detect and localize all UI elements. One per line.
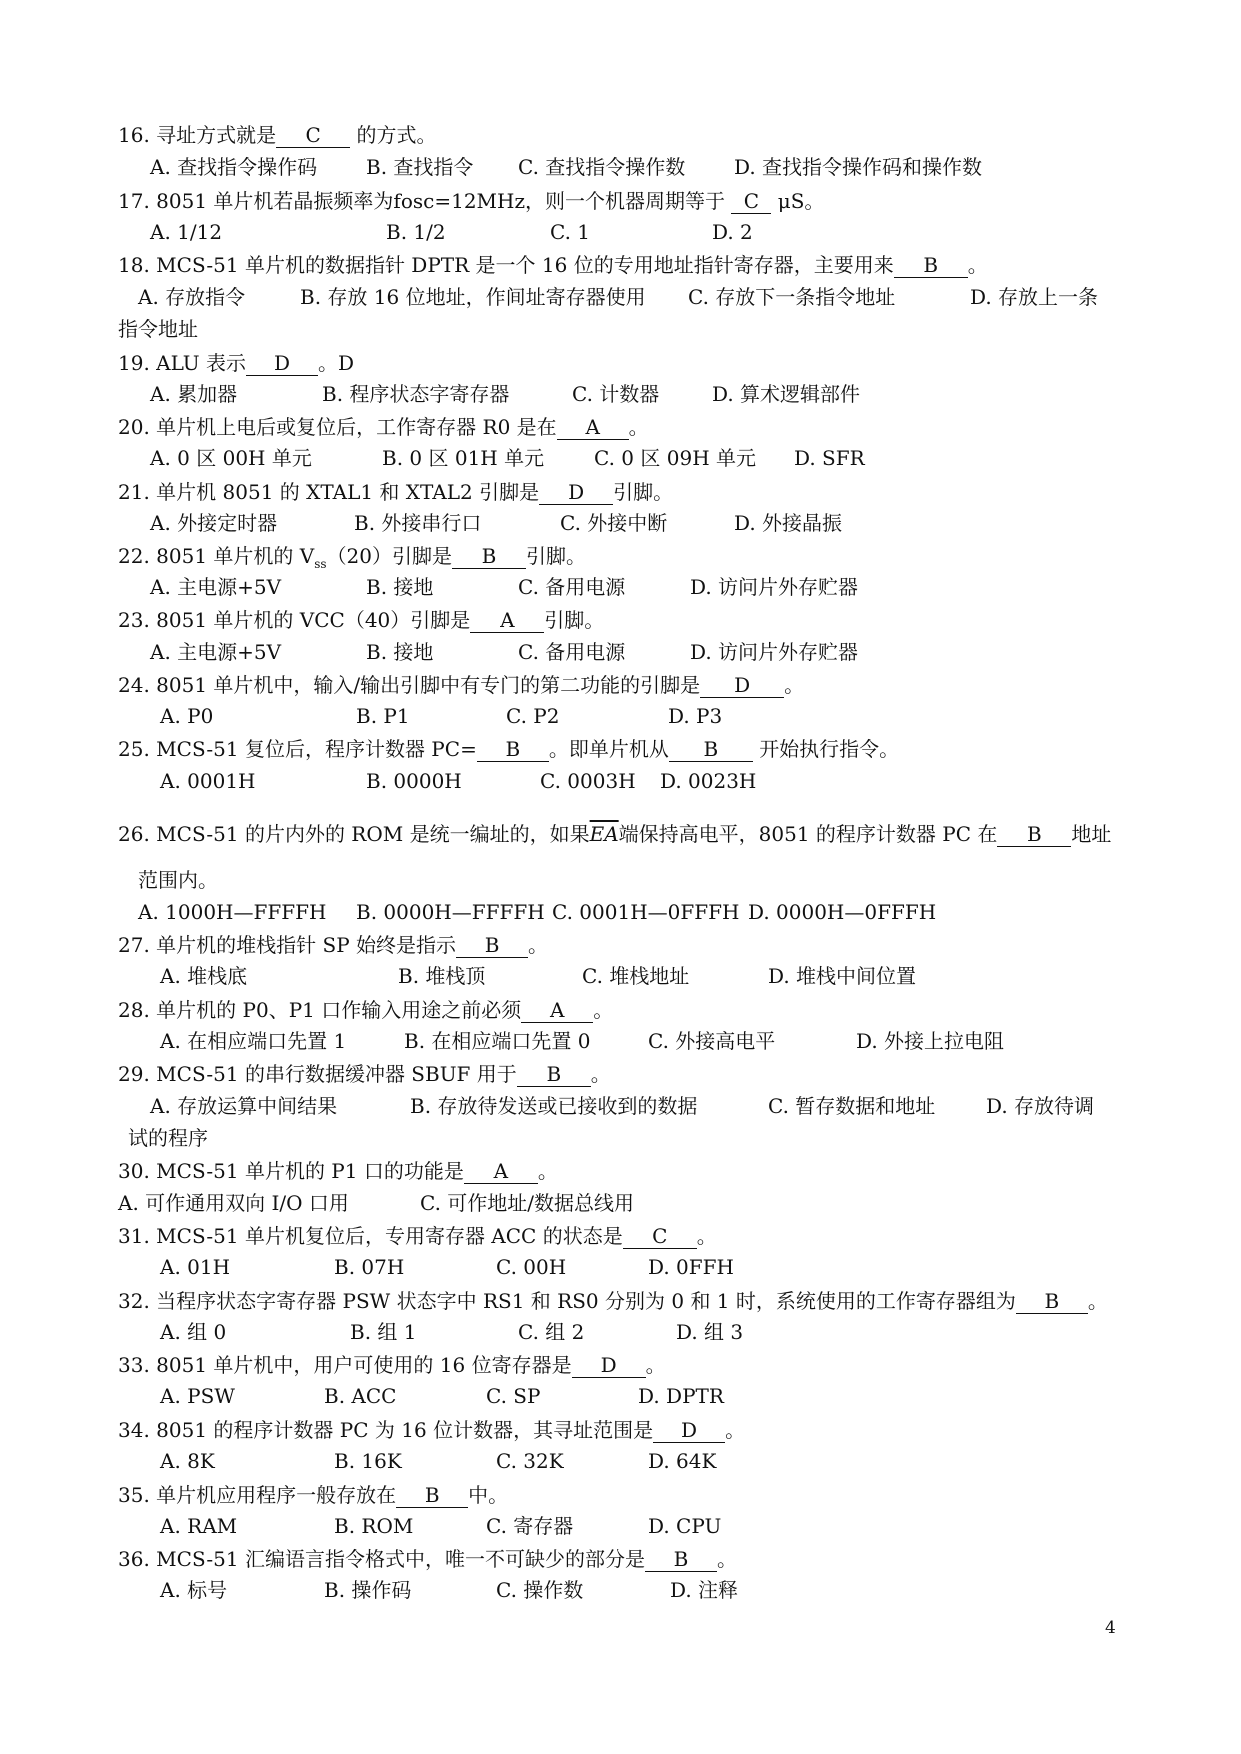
answer-blank: B [645, 1548, 717, 1572]
question-number: 26. [118, 822, 150, 846]
question-29-stem: 29. MCS-51 的串行数据缓冲器 SBUF 用于 B 。 [118, 1062, 611, 1086]
option-b: B. 堆栈顶 [398, 964, 486, 988]
question-21-stem: 21. 单片机 8051 的 XTAL1 和 XTAL2 引脚是 D 引脚。 [118, 480, 674, 504]
option-a: A. 0001H [160, 769, 256, 793]
answer-blank: C [276, 124, 350, 148]
question-number: 34. [118, 1418, 150, 1442]
question-number: 30. [118, 1159, 150, 1183]
option-a: A. 组 0 [160, 1320, 227, 1344]
option-c: C. 可作地址/数据总线用 [420, 1191, 635, 1215]
option-d: D. 外接上拉电阻 [856, 1029, 1005, 1053]
answer-blank: A [557, 416, 629, 440]
option-c: C. 0001H—0FFFH [552, 900, 740, 924]
option-a: A. PSW [160, 1384, 235, 1408]
option-a: A. 8K [160, 1449, 215, 1473]
option-b: B. P1 [356, 704, 410, 728]
option-c: C. 堆栈地址 [582, 964, 690, 988]
question-26-continuation: 范围内。 [138, 868, 218, 892]
answer-blank: B [997, 823, 1071, 847]
question-25-stem: 25. MCS-51 复位后，程序计数器 PC= B 。即单片机从 B 开始执行指令。 [118, 737, 900, 761]
option-a: A. 主电源+5V [150, 575, 282, 599]
option-b: B. ROM [334, 1514, 414, 1538]
answer-blank: B [1016, 1290, 1088, 1314]
option-d-continuation: 指令地址 [118, 317, 198, 341]
question-number: 31. [118, 1224, 150, 1248]
option-c: C. 计数器 [572, 382, 660, 406]
option-d: D. CPU [648, 1514, 722, 1538]
answer-blank: A [464, 1160, 538, 1184]
option-c: C. 查找指令操作数 [518, 155, 686, 179]
question-22-stem: 22. 8051 单片机的 $V_{ss}(20)$引脚是 B 引脚。 [118, 544, 587, 571]
option-a: A. 存放运算中间结果 [150, 1094, 338, 1118]
question-number: 27. [118, 933, 150, 957]
question-17-stem: 17. 8051 单片机若晶振频率为fosc=12MHz，则一个机器周期等于 C μS。 [118, 189, 825, 213]
question-number: 32. [118, 1289, 150, 1313]
option-d: D. 堆栈中间位置 [768, 964, 917, 988]
option-c: C. 00H [496, 1255, 567, 1279]
question-number: 21. [118, 480, 150, 504]
question-number: 19. [118, 351, 150, 375]
question-number: 25. [118, 737, 150, 761]
question-28-stem: 28. 单片机的 P0、P1 口作输入用途之前必须 A 。 [118, 998, 614, 1022]
question-number: 22. [118, 544, 150, 568]
question-31-stem: 31. MCS-51 单片机复位后，专用寄存器 ACC 的状态是 C 。 [118, 1224, 717, 1248]
question-32-stem: 32. 当程序状态字寄存器 PSW 状态字中 RS1 和 RS0 分别为 0 和 1 时，系统使用的工作寄存器组为 B 。 [118, 1289, 1108, 1313]
question-23-stem: 23. 8051 单片机的 VCC（40）引脚是 A 引脚。 [118, 608, 605, 632]
question-number: 35. [118, 1483, 150, 1507]
question-20-stem: 20. 单片机上电后或复位后，工作寄存器 R0 是在 A 。 [118, 415, 649, 439]
option-b: B. ACC [324, 1384, 397, 1408]
option-d-continuation: 试的程序 [128, 1126, 208, 1150]
option-d: D. 组 3 [676, 1320, 744, 1344]
answer-blank: C [623, 1225, 697, 1249]
question-36-stem: 36. MCS-51 汇编语言指令格式中，唯一不可缺少的部分是 B 。 [118, 1547, 737, 1571]
option-b: B. 存放待发送或已接收到的数据 [410, 1094, 698, 1118]
question-27-stem: 27. 单片机的堆栈指针 SP 始终是指示 B 。 [118, 933, 549, 957]
answer-blank: B [452, 545, 526, 569]
option-c: C. 组 2 [518, 1320, 585, 1344]
option-d: D. P3 [668, 704, 723, 728]
option-d: D. 存放待调 [986, 1094, 1095, 1118]
option-b: B. 程序状态字寄存器 [322, 382, 510, 406]
question-number: 23. [118, 608, 150, 632]
option-c: C. 操作数 [496, 1578, 584, 1602]
page-number: 4 [1105, 1618, 1116, 1638]
answer-blank: B [517, 1063, 591, 1087]
answer-blank: A [470, 609, 544, 633]
ea-signal: $\overline{EA}$ [589, 822, 619, 846]
option-c: C. 外接中断 [560, 511, 668, 535]
answer-blank: D [539, 481, 613, 505]
option-d: D. 0023H [660, 769, 757, 793]
option-c: C. 存放下一条指令地址 [688, 285, 896, 309]
option-a: A. P0 [160, 704, 214, 728]
option-a: A. 0 区 00H 单元 [150, 446, 312, 470]
option-a: A. 查找指令操作码 [150, 155, 318, 179]
question-number: 29. [118, 1062, 150, 1086]
option-d: D. 注释 [670, 1578, 739, 1602]
question-number: 20. [118, 415, 150, 439]
option-b: B. 查找指令 [366, 155, 474, 179]
option-c: C. 0 区 09H 单元 [594, 446, 756, 470]
option-d: D. SFR [794, 446, 865, 470]
option-d: D. 算术逻辑部件 [712, 382, 861, 406]
question-number: 33. [118, 1353, 150, 1377]
question-number: 28. [118, 998, 150, 1022]
option-c: C. 备用电源 [518, 640, 626, 664]
option-b: B. 存放 16 位地址，作间址寄存器使用 [300, 285, 646, 309]
option-c: C. 暂存数据和地址 [768, 1094, 936, 1118]
answer-blank: D [246, 352, 318, 376]
option-b: B. 接地 [366, 640, 434, 664]
option-a: A. 主电源+5V [150, 640, 282, 664]
question-24-stem: 24. 8051 单片机中，输入/输出引脚中有专门的第二功能的引脚是 D 。 [118, 673, 805, 697]
option-d: D. DPTR [638, 1384, 724, 1408]
option-d: D. 外接晶振 [734, 511, 843, 535]
option-b: B. 在相应端口先置 0 [404, 1029, 591, 1053]
question-26-stem: 26. MCS-51 的片内外的 ROM 是统一编址的，如果$\overline{EA}$端保持高电平，8051 的程序计数器 PC 在 B 地址 [118, 822, 1112, 846]
answer-blank: B [456, 934, 528, 958]
option-d: D. 访问片外存贮器 [690, 575, 859, 599]
option-d: D. 0FFH [648, 1255, 734, 1279]
option-a: A. 堆栈底 [160, 964, 248, 988]
option-a: A. 1000H—FFFFH [138, 900, 327, 924]
question-number: 24. [118, 673, 150, 697]
option-d: D. 64K [648, 1449, 717, 1473]
option-a: A. 01H [160, 1255, 231, 1279]
answer-blank: B [894, 254, 968, 278]
option-a: A. 存放指令 [138, 285, 246, 309]
option-b: B. 组 1 [350, 1320, 417, 1344]
question-16-stem: 16. 寻址方式就是 C 的方式。 [118, 123, 437, 147]
option-b: B. 0000H—FFFFH [356, 900, 545, 924]
option-c: C. SP [486, 1384, 541, 1408]
question-19-stem: 19. ALU 表示 D 。D [118, 351, 355, 375]
answer-blank: C [731, 190, 771, 214]
option-b: B. 外接串行口 [354, 511, 482, 535]
option-c: C. 寄存器 [486, 1514, 574, 1538]
option-d: D. 访问片外存贮器 [690, 640, 859, 664]
answer-blank: D [572, 1354, 646, 1378]
option-a: A. 可作通用双向 I/O 口用 [118, 1191, 349, 1215]
answer-blank: A [521, 999, 593, 1023]
option-a: A. 累加器 [150, 382, 238, 406]
option-a: A. 标号 [160, 1578, 228, 1602]
option-b: B. 0 区 01H 单元 [382, 446, 545, 470]
option-c: C. 外接高电平 [648, 1029, 776, 1053]
question-number: 18. [118, 253, 150, 277]
option-c: C. 32K [496, 1449, 564, 1473]
option-c: C. 0003H [540, 769, 636, 793]
option-b: B. 1/2 [386, 220, 446, 244]
option-c: C. 1 [550, 220, 591, 244]
option-d: D. 查找指令操作码和操作数 [734, 155, 983, 179]
option-b: B. 0000H [366, 769, 462, 793]
answer-blank: B [396, 1484, 468, 1508]
option-a: A. 外接定时器 [150, 511, 278, 535]
question-34-stem: 34. 8051 的程序计数器 PC 为 16 位计数器，其寻址范围是 D 。 [118, 1418, 746, 1442]
option-b: B. 接地 [366, 575, 434, 599]
question-18-stem: 18. MCS-51 单片机的数据指针 DPTR 是一个 16 位的专用地址指针寄存器，主要用来 B 。 [118, 253, 988, 277]
question-number: 16. [118, 123, 150, 147]
option-d: D. 2 [712, 220, 753, 244]
answer-blank-2: B [669, 738, 753, 762]
option-b: B. 16K [334, 1449, 402, 1473]
question-35-stem: 35. 单片机应用程序一般存放在 B 中。 [118, 1483, 509, 1507]
option-c: C. P2 [506, 704, 560, 728]
question-33-stem: 33. 8051 单片机中，用户可使用的 16 位寄存器是 D 。 [118, 1353, 666, 1377]
option-d: D. 0000H—0FFFH [748, 900, 937, 924]
option-d: D. 存放上一条 [970, 285, 1099, 309]
option-a: A. 在相应端口先置 1 [160, 1029, 347, 1053]
answer-blank: D [700, 674, 784, 698]
option-b: B. 07H [334, 1255, 405, 1279]
answer-blank: B [477, 738, 549, 762]
answer-blank: D [653, 1419, 725, 1443]
question-number: 17. [118, 189, 150, 213]
option-a: A. 1/12 [150, 220, 223, 244]
question-number: 36. [118, 1547, 150, 1571]
option-b: B. 操作码 [324, 1578, 412, 1602]
question-30-stem: 30. MCS-51 单片机的 P1 口的功能是 A 。 [118, 1159, 558, 1183]
option-c: C. 备用电源 [518, 575, 626, 599]
option-a: A. RAM [160, 1514, 238, 1538]
